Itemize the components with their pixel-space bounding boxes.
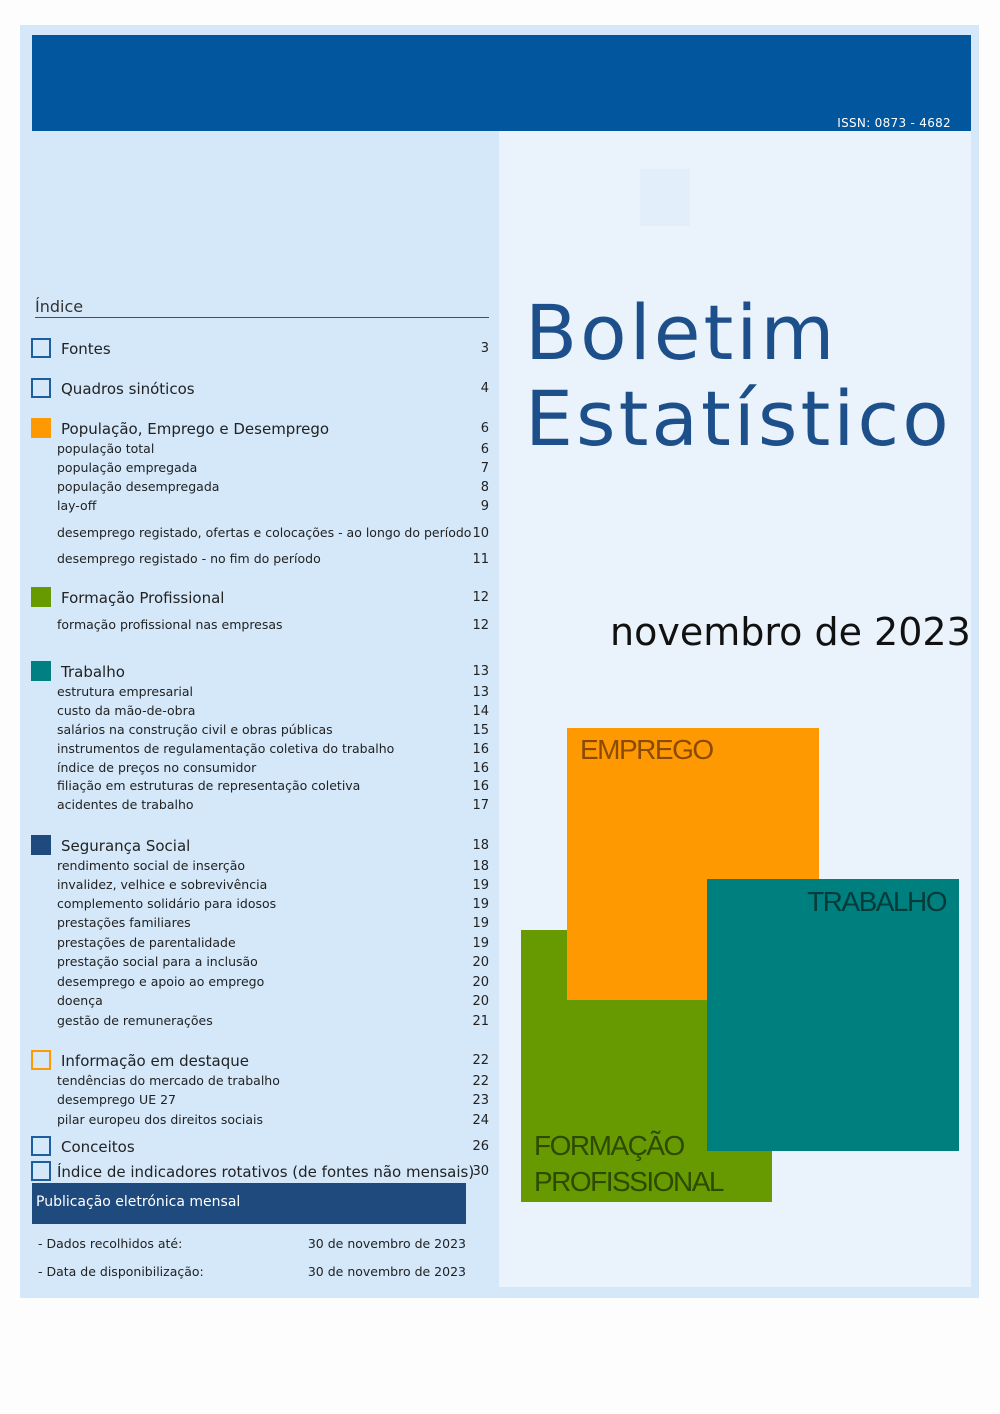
toc-item-page: 16 [472, 761, 489, 776]
toc-item-label: acidentes de trabalho [57, 797, 194, 812]
toc-section-label: Trabalho [61, 663, 125, 681]
toc-section-page: 22 [472, 1053, 489, 1068]
toc-item-label: formação profissional nas empresas [57, 617, 283, 632]
issn-label: ISSN: 0873 - 4682 [837, 116, 951, 130]
toc-item[interactable] [57, 551, 489, 566]
toc-item-page: 18 [472, 859, 489, 874]
toc-item-page: 16 [472, 779, 489, 794]
toc-section-page: 3 [480, 341, 489, 356]
toc-item-page: 19 [472, 897, 489, 912]
toc-item-label: lay-off [57, 498, 97, 513]
toc-item-page: 17 [472, 798, 489, 813]
toc-item[interactable] [57, 722, 489, 737]
formacao-label [534, 1128, 723, 1200]
toc-item-label: desemprego registado - no fim do período [57, 551, 321, 566]
collected-value: 30 de novembro de 2023 [307, 1236, 466, 1251]
toc-item[interactable] [57, 915, 489, 930]
toc-section-label: Conceitos [61, 1138, 135, 1156]
toc-section-label: Segurança Social [61, 837, 191, 855]
toc-section-page: 26 [472, 1139, 489, 1154]
toc-item-label: prestações de parentalidade [57, 935, 236, 950]
toc-item-page: 19 [472, 936, 489, 951]
toc-item[interactable] [57, 935, 489, 950]
cover-page [20, 25, 979, 1298]
toc-item-page: 23 [472, 1093, 489, 1108]
toc-item-page: 21 [472, 1014, 489, 1029]
toc-item[interactable] [57, 896, 489, 911]
emprego-label: EMPREGO [580, 734, 713, 765]
section-color-box [31, 1050, 51, 1070]
section-color-box [31, 1136, 51, 1156]
toc-section-label: Quadros sinóticos [61, 380, 195, 398]
toc-item-page: 9 [480, 499, 489, 514]
toc-item-page: 20 [472, 994, 489, 1009]
toc-item-label: prestações familiares [57, 915, 191, 930]
toc-item-page: 6 [480, 442, 489, 457]
toc-item-label: doença [57, 993, 103, 1008]
toc-item[interactable] [57, 858, 489, 873]
collected-label: - Dados recolhidos até: [38, 1236, 183, 1251]
toc-section-page: 12 [472, 590, 489, 605]
section-color-box [31, 661, 51, 681]
toc-item[interactable] [57, 877, 489, 892]
section-color-box [31, 1161, 51, 1181]
toc-item[interactable] [57, 1112, 489, 1127]
toc-item[interactable] [57, 974, 489, 989]
toc-section-label: Fontes [61, 340, 111, 358]
toc-item-label: complemento solidário para idosos [57, 896, 277, 911]
toc-item-page: 14 [472, 704, 489, 719]
toc-item-page: 13 [472, 685, 489, 700]
publication-title [525, 290, 952, 462]
toc-section-page: 30 [472, 1164, 489, 1179]
toc-section-label: Índice de indicadores rotativos (de fontes não mensais) [57, 1163, 475, 1181]
formacao-label-line-1: FORMAÇÃO [534, 1130, 684, 1161]
toc-item-label: população total [57, 441, 155, 456]
publication-banner: Publicação eletrónica mensal [32, 1183, 466, 1224]
toc-item[interactable] [57, 684, 489, 699]
section-color-box [31, 418, 51, 438]
toc-item-label: custo da mão-de-obra [57, 703, 196, 718]
toc-item[interactable] [57, 1073, 489, 1088]
toc-item-label: instrumentos de regulamentação coletiva do trabalho [57, 741, 395, 756]
toc-item-page: 10 [472, 526, 489, 541]
toc-item-label: índice de preços no consumidor [57, 760, 257, 775]
toc-item-label: invalidez, velhice e sobrevivência [57, 877, 268, 892]
toc-item-label: prestação social para a inclusão [57, 954, 258, 969]
toc-section-label: Formação Profissional [61, 589, 225, 607]
toc-item-label: estrutura empresarial [57, 684, 194, 699]
formacao-label-line-2: PROFISSIONAL [534, 1166, 723, 1197]
toc-item[interactable] [57, 1092, 489, 1107]
toc-section-page: 6 [480, 421, 489, 436]
toc-item[interactable] [57, 993, 489, 1008]
toc-item-label: gestão de remunerações [57, 1013, 213, 1028]
toc-item-page: 15 [472, 723, 489, 738]
toc-item[interactable] [57, 741, 489, 756]
toc-item[interactable] [57, 760, 489, 775]
issue-date: novembro de 2023 [610, 610, 971, 654]
toc-item[interactable] [57, 498, 489, 513]
toc-item-label: filiação em estruturas de representação coletiva [57, 778, 361, 793]
toc-heading: Índice [35, 297, 489, 318]
toc-item-page: 16 [472, 742, 489, 757]
toc-item-label: salários na construção civil e obras públicas [57, 722, 333, 737]
toc-item-label: população empregada [57, 460, 198, 475]
toc-item-page: 19 [472, 878, 489, 893]
available-label: - Data de disponibilização: [38, 1264, 204, 1279]
decorative-square [640, 169, 690, 226]
toc-item-label: pilar europeu dos direitos sociais [57, 1112, 263, 1127]
toc-item-page: 20 [472, 975, 489, 990]
toc-item-label: desemprego registado, ofertas e colocações - ao longo do período [57, 525, 472, 540]
toc-item[interactable] [57, 441, 489, 456]
toc-item-label: população desempregada [57, 479, 220, 494]
toc-item-label: desemprego e apoio ao emprego [57, 974, 265, 989]
toc-item-page: 7 [480, 461, 489, 476]
toc-item-label: tendências do mercado de trabalho [57, 1073, 280, 1088]
title-line-2: Estatístico [525, 374, 952, 463]
toc-section-page: 18 [472, 838, 489, 853]
section-color-box [31, 835, 51, 855]
collected-row [38, 1236, 466, 1251]
toc-item-label: rendimento social de inserção [57, 858, 246, 873]
toc-item[interactable] [57, 778, 489, 793]
available-row [38, 1264, 466, 1279]
toc-item[interactable] [57, 1013, 489, 1028]
toc-item-page: 24 [472, 1113, 489, 1128]
toc-item[interactable] [57, 703, 489, 718]
header-bar [32, 35, 971, 131]
section-color-box [31, 338, 51, 358]
toc-section-page: 13 [472, 664, 489, 679]
available-value: 30 de novembro de 2023 [307, 1264, 466, 1279]
toc-item[interactable] [57, 617, 489, 632]
toc-item-page: 20 [472, 955, 489, 970]
toc-section-page: 4 [480, 381, 489, 396]
toc-item-page: 12 [472, 618, 489, 633]
toc-section-label: Informação em destaque [61, 1052, 249, 1070]
toc-item[interactable] [57, 525, 489, 540]
toc-item[interactable] [57, 479, 489, 494]
section-color-box [31, 587, 51, 607]
toc-item-label: desemprego UE 27 [57, 1092, 176, 1107]
toc-item[interactable] [57, 954, 489, 969]
toc-item[interactable] [57, 460, 489, 475]
toc-item-page: 19 [472, 916, 489, 931]
toc-item-page: 22 [472, 1074, 489, 1089]
section-color-box [31, 378, 51, 398]
toc-item[interactable] [57, 797, 489, 812]
toc-item-page: 11 [472, 552, 489, 567]
toc-item-page: 8 [480, 480, 489, 495]
title-line-1: Boletim [525, 288, 838, 377]
toc-section-label: População, Emprego e Desemprego [61, 420, 330, 438]
trabalho-label: TRABALHO [807, 886, 946, 917]
